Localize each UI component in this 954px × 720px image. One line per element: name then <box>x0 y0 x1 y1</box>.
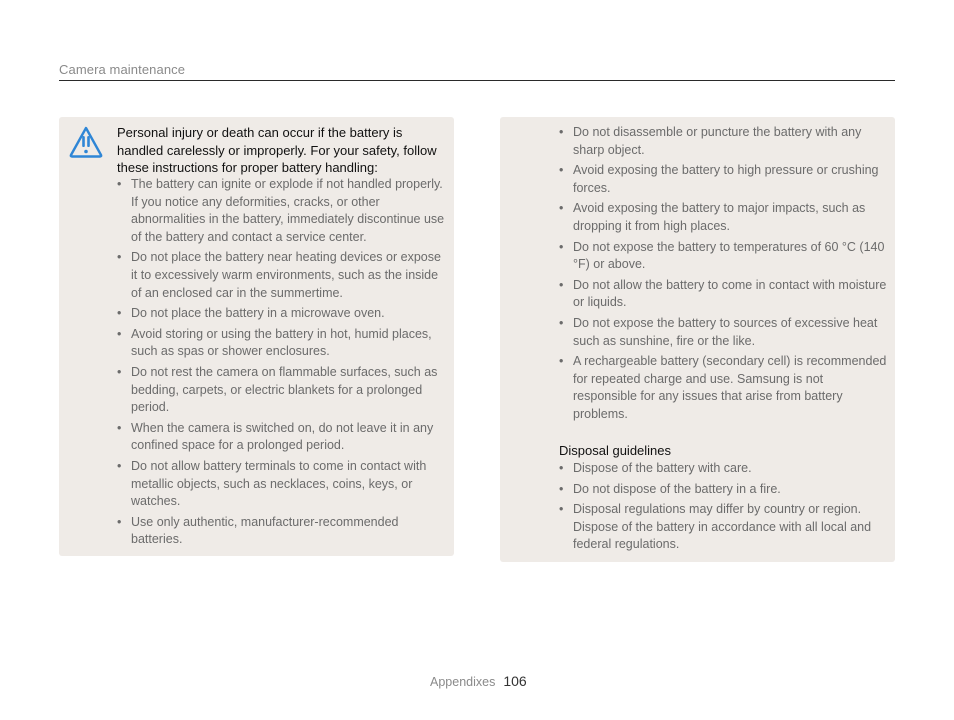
list-item: • A rechargeable battery (secondary cell) is recommended for repeated charge and use. Samsung is not responsible for any issues that arise from battery problems. <box>559 353 889 423</box>
battery-precautions-list <box>559 124 889 427</box>
list-item: • Avoid storing or using the battery in hot, humid places, such as spas or shower enclosures. <box>117 326 447 361</box>
warning-panel <box>59 117 454 556</box>
warning-lead-text: Personal injury or death can occur if the battery is handled carelessly or improperly. For your safety, follow these instructions for proper battery handling: <box>117 125 437 175</box>
list-item: • Dispose of the battery with care. <box>559 460 889 478</box>
page-footer <box>430 673 527 689</box>
header-divider <box>59 80 895 81</box>
list-item: • Do not expose the battery to temperatures of 60 °C (140 °F) or above. <box>559 239 889 274</box>
list-item: • Use only authentic, manufacturer-recommended batteries. <box>117 514 447 549</box>
list-item: • Disposal regulations may differ by country or region. Dispose of the battery in accordance with all local and federal regulations. <box>559 501 889 554</box>
warning-triangle-icon <box>68 125 104 159</box>
list-item: • Do not place the battery in a microwave oven. <box>117 305 447 323</box>
list-item: • Do not allow battery terminals to come in contact with metallic objects, such as necklaces, coins, keys, or watches. <box>117 458 447 511</box>
list-item: • Avoid exposing the battery to major impacts, such as dropping it from high places. <box>559 200 889 235</box>
section-header: Camera maintenance <box>59 62 186 77</box>
list-item: • The battery can ignite or explode if not handled properly. If you notice any deformities, cracks, or other abnormalities in the battery, immediately discontinue use of the battery and contact a service center. <box>117 176 447 246</box>
list-item: • Do not dispose of the battery in a fire. <box>559 481 889 499</box>
disposal-guidelines-list <box>559 460 889 557</box>
disposal-guidelines-heading: Disposal guidelines <box>559 443 672 458</box>
battery-handling-list <box>117 176 447 552</box>
list-item: • Avoid exposing the battery to high pressure or crushing forces. <box>559 162 889 197</box>
list-item: • Do not rest the camera on flammable surfaces, such as bedding, carpets, or electric blankets for a prolonged period. <box>117 364 447 417</box>
list-item: • Do not allow the battery to come in contact with moisture or liquids. <box>559 277 889 312</box>
list-item: • When the camera is switched on, do not leave it in any confined space for a prolonged period. <box>117 420 447 455</box>
page-number: 106 <box>503 673 527 689</box>
list-item: • Do not disassemble or puncture the battery with any sharp object. <box>559 124 889 159</box>
footer-section-label: Appendixes <box>430 675 496 689</box>
list-item: • Do not expose the battery to sources of excessive heat such as sunshine, fire or the like. <box>559 315 889 350</box>
battery-precautions-panel <box>500 117 895 562</box>
list-item: • Do not place the battery near heating devices or expose it to excessively warm environments, such as the inside of an enclosed car in the summertime. <box>117 249 447 302</box>
